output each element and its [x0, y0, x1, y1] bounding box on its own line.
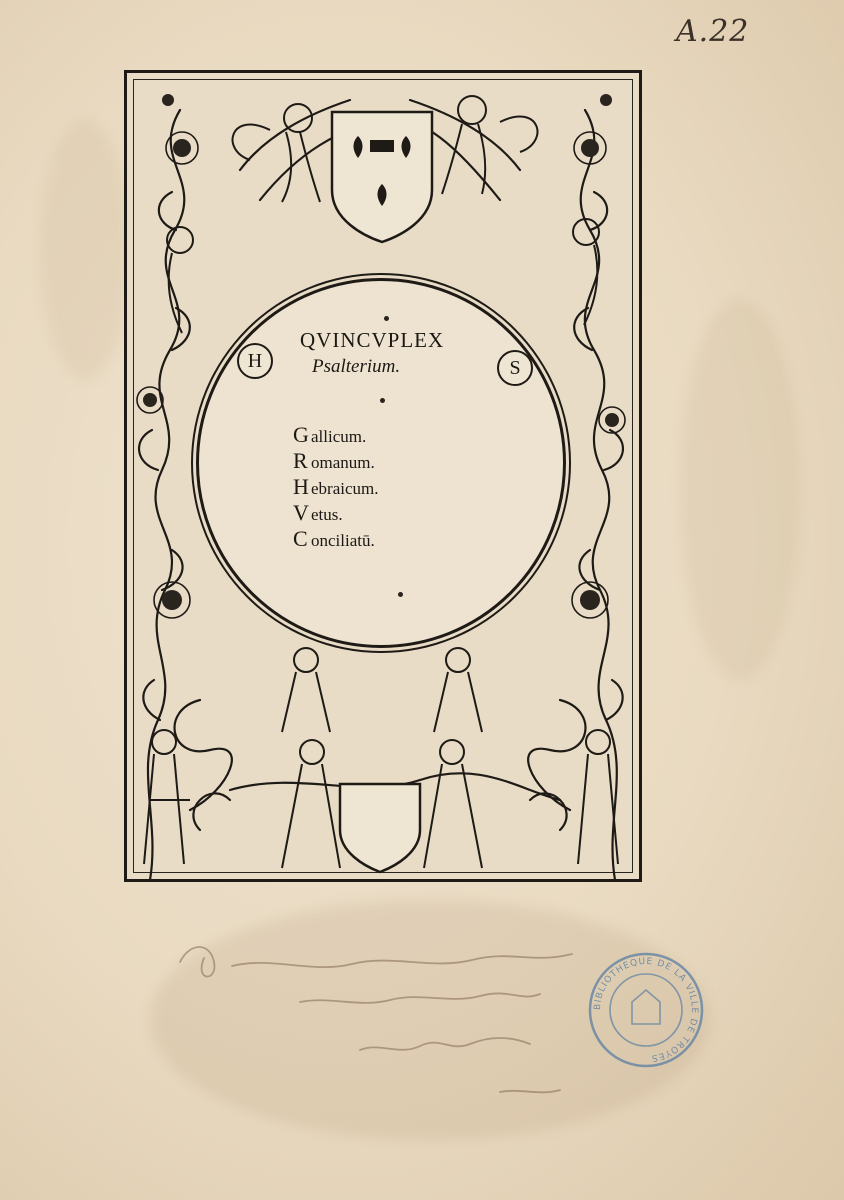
- library-stamp: [586, 950, 706, 1070]
- psalter-name: etus.: [311, 505, 343, 524]
- psalter-name: allicum.: [311, 427, 367, 446]
- stamp-text: BIBLIOTHEQUE DE LA VILLE DE TROYES: [592, 956, 700, 1063]
- book-subtitle: Psalterium.: [312, 356, 401, 377]
- psalter-initial: G: [293, 422, 309, 447]
- psalter-initial: V: [293, 500, 309, 525]
- svg-text:BIBLIOTHEQUE DE LA VILLE DE TR: [593, 957, 699, 1063]
- psalter-name: omanum.: [311, 453, 375, 472]
- psalter-name: ebraicum.: [311, 479, 379, 498]
- psalter-initial: H: [293, 474, 309, 499]
- initial-badge-left: H: [237, 343, 273, 379]
- psalter-name: onciliatū.: [311, 531, 375, 550]
- initial-badge-right: S: [497, 350, 533, 386]
- psalter-initial: C: [293, 526, 308, 551]
- book-title: QVINCVPLEX: [300, 328, 445, 352]
- shelfmark-annotation: A.22: [676, 14, 750, 49]
- psalter-initial: R: [293, 448, 308, 473]
